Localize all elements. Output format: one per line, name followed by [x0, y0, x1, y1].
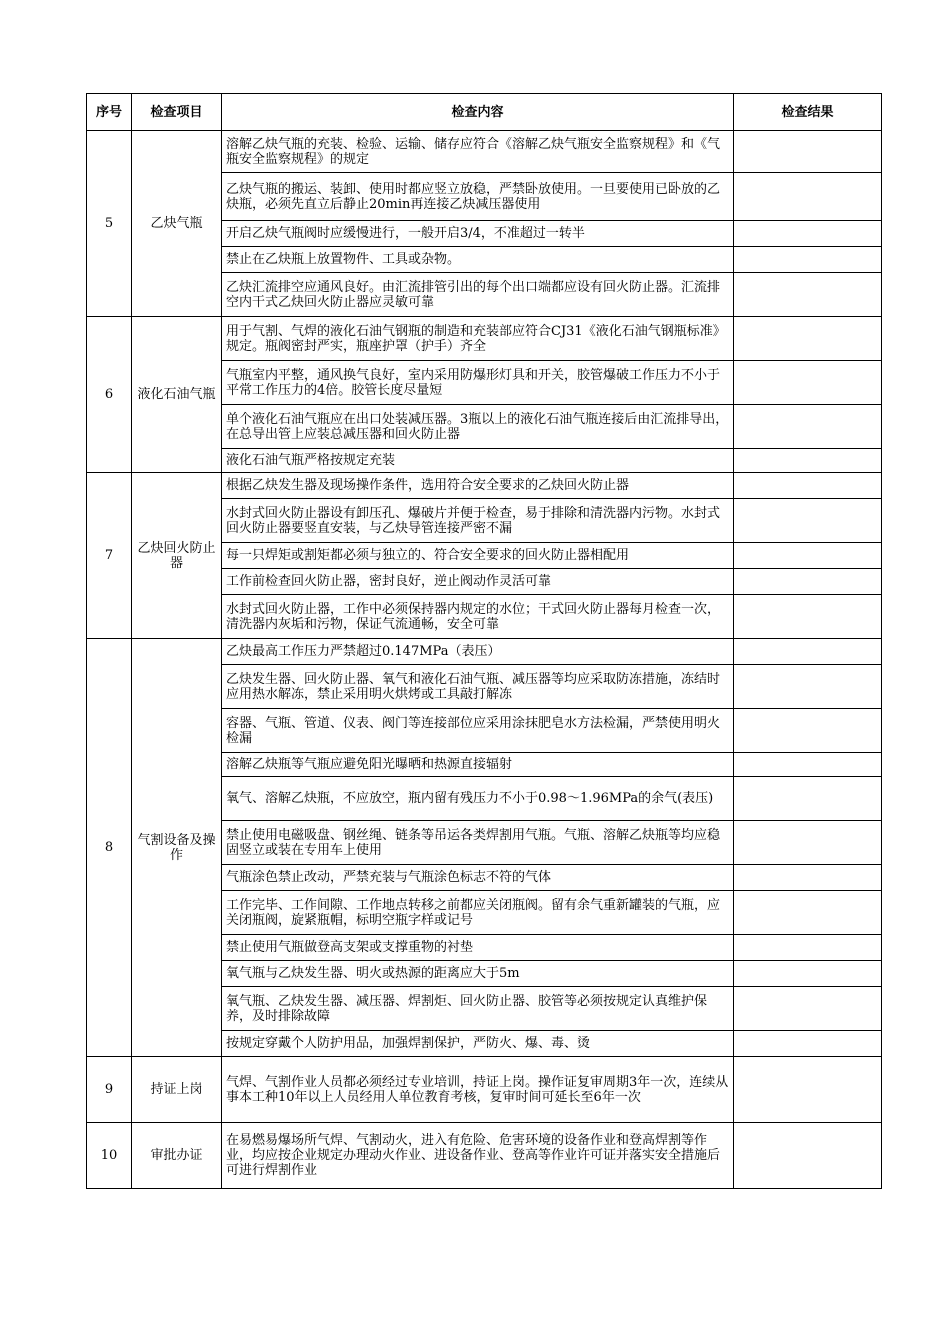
group-item — [132, 1123, 222, 1189]
check-content: 开启乙炔气瓶阀时应缓慢进行，一般开启3/4，不准超过一转半 — [222, 221, 734, 247]
group-number: 9 — [87, 1057, 132, 1123]
check-content: 乙炔发生器、回火防止器、氧气和液化石油气瓶、减压器等均应采取防冻措施，冻结时应用热水解冻，禁止采用明火烘烤或工具敲打解冻 — [222, 665, 734, 709]
check-content: 氧气瓶与乙炔发生器、明火或热源的距离应大于5m — [222, 961, 734, 987]
group-item — [132, 473, 222, 639]
check-result-cell[interactable] — [734, 1057, 882, 1123]
group-item-label: 气割设备及操作 — [137, 832, 216, 863]
group-item-label: 乙炔气瓶 — [150, 216, 203, 231]
check-result-cell[interactable] — [734, 777, 882, 821]
check-content: 溶解乙炔气瓶的充装、检验、运输、储存应符合《溶解乙炔气瓶安全监察规程》和《气瓶安全监察规程》的规定 — [222, 131, 734, 173]
table-row — [87, 1057, 882, 1123]
check-result-cell[interactable] — [734, 317, 882, 361]
group-number: 10 — [87, 1123, 132, 1189]
header-no: 序号 — [87, 94, 132, 131]
header-row — [87, 94, 882, 131]
check-result-cell[interactable] — [734, 273, 882, 317]
group-item-label: 乙炔回火防止器 — [137, 540, 216, 571]
check-content: 工作完毕、工作间隙、工作地点转移之前都应关闭瓶阀。留有余气重新罐装的气瓶，应关闭瓶阀，旋紧瓶帽，标明空瓶字样或记号 — [222, 891, 734, 935]
check-result-cell[interactable] — [734, 821, 882, 865]
table-row — [87, 1123, 882, 1189]
check-content: 氧气瓶、乙炔发生器、减压器、焊割炬、回火防止器、胶管等必须按规定认真维护保养，及时排除故障 — [222, 987, 734, 1031]
group-number: 7 — [87, 473, 132, 639]
check-result-cell[interactable] — [734, 473, 882, 499]
check-content: 液化石油气瓶严格按规定充装 — [222, 449, 734, 473]
table-row — [87, 131, 882, 173]
header-content: 检查内容 — [222, 94, 734, 131]
inspection-table — [86, 93, 882, 1189]
header-result: 检查结果 — [734, 94, 882, 131]
table-body — [87, 131, 882, 1189]
check-result-cell[interactable] — [734, 499, 882, 543]
check-content: 按规定穿戴个人防护用品，加强焊割保护，严防火、爆、毒、烫 — [222, 1031, 734, 1057]
check-result-cell[interactable] — [734, 665, 882, 709]
check-result-cell[interactable] — [734, 173, 882, 221]
check-result-cell[interactable] — [734, 865, 882, 891]
check-content: 禁止使用电磁吸盘、钢丝绳、链条等吊运各类焊割用气瓶。气瓶、溶解乙炔瓶等均应稳固竖立或装在专用车上使用 — [222, 821, 734, 865]
check-content: 用于气割、气焊的液化石油气钢瓶的制造和充装部应符合CJ31《液化石油气钢瓶标准》规定。瓶阀密封严实，瓶座护罩（护手）齐全 — [222, 317, 734, 361]
group-number: 5 — [87, 131, 132, 317]
check-content: 禁止在乙炔瓶上放置物件、工具或杂物。 — [222, 247, 734, 273]
check-content: 气瓶室内平整，通风换气良好，室内采用防爆形灯具和开关，胶管爆破工作压力不小于平常工作压力的4倍。胶管长度尽量短 — [222, 361, 734, 405]
check-result-cell[interactable] — [734, 543, 882, 569]
check-content: 水封式回火防止器，工作中必须保持器内规定的水位；干式回火防止器每月检查一次，清洗器内灰垢和污物，保证气流通畅，安全可靠 — [222, 595, 734, 639]
check-content: 乙炔最高工作压力严禁超过0.147MPa（表压） — [222, 639, 734, 665]
check-content: 气瓶涂色禁止改动，严禁充装与气瓶涂色标志不符的气体 — [222, 865, 734, 891]
check-result-cell[interactable] — [734, 405, 882, 449]
check-result-cell[interactable] — [734, 449, 882, 473]
check-result-cell[interactable] — [734, 131, 882, 173]
group-item — [132, 1057, 222, 1123]
group-number: 8 — [87, 639, 132, 1057]
check-content: 溶解乙炔瓶等气瓶应避免阳光曝晒和热源直接辐射 — [222, 753, 734, 777]
header-item: 检查项目 — [132, 94, 222, 131]
group-number: 6 — [87, 317, 132, 473]
check-content: 容器、气瓶、管道、仪表、阀门等连接部位应采用涂抹肥皂水方法检漏，严禁使用明火检漏 — [222, 709, 734, 753]
table-row — [87, 639, 882, 665]
check-result-cell[interactable] — [734, 987, 882, 1031]
check-result-cell[interactable] — [734, 569, 882, 595]
check-content: 水封式回火防止器设有卸压孔、爆破片并便于检查，易于排除和清洗器内污物。水封式回火防止器要竖直安装，与乙炔导管连接严密不漏 — [222, 499, 734, 543]
check-result-cell[interactable] — [734, 891, 882, 935]
group-item-label: 液化石油气瓶 — [137, 387, 216, 402]
group-item — [132, 317, 222, 473]
check-result-cell[interactable] — [734, 1031, 882, 1057]
check-content: 单个液化石油气瓶应在出口处装减压器。3瓶以上的液化石油气瓶连接后由汇流排导出，在总导出管上应装总减压器和回火防止器 — [222, 405, 734, 449]
check-content: 在易燃易爆场所气焊、气割动火，进入有危险、危害环境的设备作业和登高焊割等作业，均应按企业规定办理动火作业、进设备作业、登高等作业许可证并落实安全措施后可进行焊割作业 — [222, 1123, 734, 1189]
check-content: 乙炔汇流排空应通风良好。由汇流排管引出的每个出口端都应设有回火防止器。汇流排空内干式乙炔回火防止器应灵敏可靠 — [222, 273, 734, 317]
group-item — [132, 639, 222, 1057]
group-item — [132, 131, 222, 317]
table-row — [87, 473, 882, 499]
check-content: 工作前检查回火防止器，密封良好，逆止阀动作灵活可靠 — [222, 569, 734, 595]
check-content: 根据乙炔发生器及现场操作条件，选用符合安全要求的乙炔回火防止器 — [222, 473, 734, 499]
check-result-cell[interactable] — [734, 961, 882, 987]
check-result-cell[interactable] — [734, 361, 882, 405]
check-content: 禁止使用气瓶做登高支架或支撑重物的衬垫 — [222, 935, 734, 961]
check-result-cell[interactable] — [734, 595, 882, 639]
table-row — [87, 317, 882, 361]
check-result-cell[interactable] — [734, 221, 882, 247]
check-result-cell[interactable] — [734, 753, 882, 777]
check-content: 每一只焊矩或割矩都必须与独立的、符合安全要求的回火防止器相配用 — [222, 543, 734, 569]
check-content: 气焊、气割作业人员都必须经过专业培训，持证上岗。操作证复审周期3年一次，连续从事本工种10年以上人员经用人单位教育考核，复审时间可延长至6年一次 — [222, 1057, 734, 1123]
check-result-cell[interactable] — [734, 1123, 882, 1189]
check-result-cell[interactable] — [734, 935, 882, 961]
check-content: 乙炔气瓶的搬运、装卸、使用时都应竖立放稳，严禁卧放使用。一旦要使用已卧放的乙炔瓶，必须先直立后静止20min再连接乙炔减压器使用 — [222, 173, 734, 221]
check-content: 氧气、溶解乙炔瓶，不应放空，瓶内留有残压力不小于0.98～1.96MPa的余气(表压) — [222, 777, 734, 821]
check-result-cell[interactable] — [734, 709, 882, 753]
group-item-label: 持证上岗 — [150, 1082, 203, 1097]
check-result-cell[interactable] — [734, 639, 882, 665]
group-item-label: 审批办证 — [150, 1148, 203, 1163]
check-result-cell[interactable] — [734, 247, 882, 273]
